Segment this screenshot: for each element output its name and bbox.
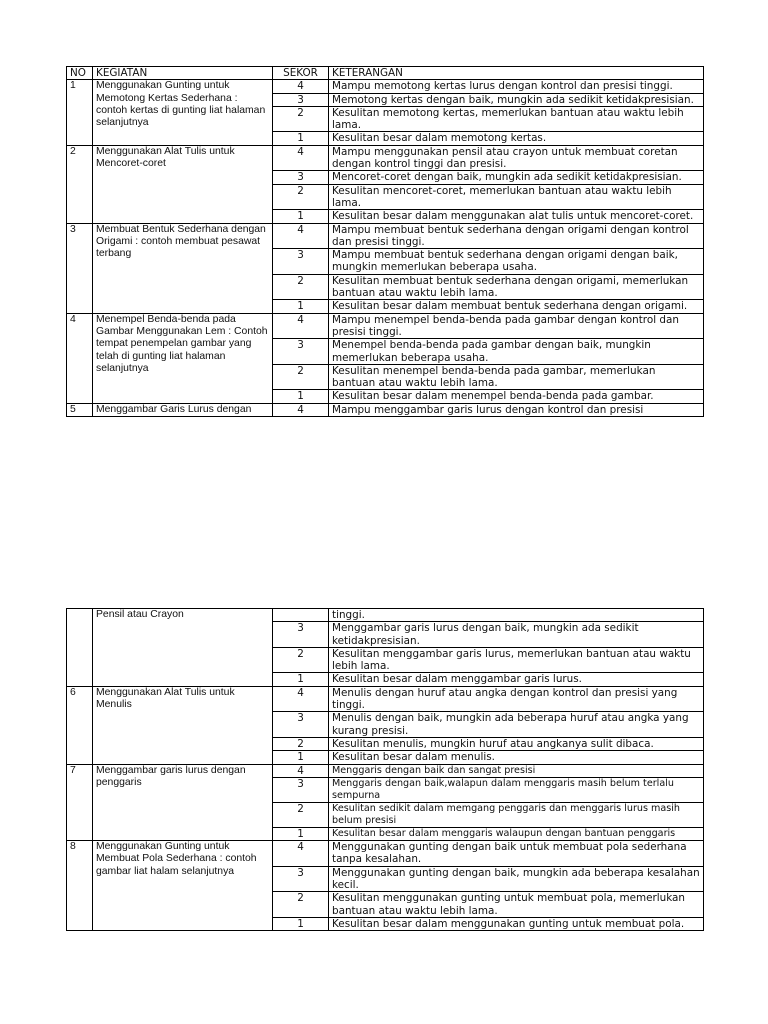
score-cell: 1	[273, 300, 329, 313]
description-cell: Kesulitan besar dalam menempel benda-benda pada gambar.	[329, 390, 704, 403]
description-cell: Kesulitan sedikit dalam memgang penggaris dan menggaris lurus masih belum presisi	[329, 802, 704, 827]
header-kegiatan: KEGIATAN	[93, 67, 273, 80]
table-row	[67, 609, 704, 622]
rubric-table-page-2	[66, 608, 704, 931]
activity-number: 7	[67, 764, 93, 841]
activity-name: Menggunakan Gunting untuk Memotong Kertas Sederhana : contoh kertas di gunting liat halaman selanjutnya	[93, 80, 273, 145]
score-cell: 2	[273, 106, 329, 132]
description-cell: Mampu menggambar garis lurus dengan kontrol dan presisi	[329, 403, 704, 416]
header-keterangan: KETERANGAN	[329, 67, 704, 80]
activity-number: 3	[67, 223, 93, 313]
score-cell: 1	[273, 827, 329, 840]
description-cell: Kesulitan menggambar garis lurus, memerlukan bantuan atau waktu lebih lama.	[329, 647, 704, 673]
activity-number: 5	[67, 403, 93, 416]
score-cell: 1	[273, 390, 329, 403]
score-cell: 2	[273, 274, 329, 300]
description-cell: Menggambar garis lurus dengan baik, mungkin ada sedikit ketidakpresisian.	[329, 622, 704, 648]
description-cell: Mampu menempel benda-benda pada gambar dengan kontrol dan presisi tinggi.	[329, 313, 704, 339]
description-cell: Kesulitan besar dalam menggaris walaupun dengan bantuan penggaris	[329, 827, 704, 840]
table-row	[67, 313, 704, 339]
score-cell: 1	[273, 673, 329, 686]
score-cell: 2	[273, 647, 329, 673]
description-cell: Menggaris dengan baik,walapun dalam menggaris masih belum terlalu sempurna	[329, 777, 704, 802]
description-cell: Mencoret-coret dengan baik, mungkin ada sedikit ketidakpresisian.	[329, 171, 704, 184]
description-cell: Kesulitan besar dalam membuat bentuk sederhana dengan origami.	[329, 300, 704, 313]
score-cell: 2	[273, 364, 329, 390]
activity-name: Menggunakan Gunting untuk Membuat Pola Sederhana : contoh gambar liat halam selanjutnya	[93, 841, 273, 931]
table-row	[67, 764, 704, 777]
activity-name: Menggunakan Alat Tulis untuk Mencoret-coret	[93, 145, 273, 223]
score-cell: 2	[273, 184, 329, 210]
score-cell: 4	[273, 80, 329, 93]
score-cell: 4	[273, 686, 329, 712]
description-cell: Menggaris dengan baik dan sangat presisi	[329, 764, 704, 777]
score-cell: 3	[273, 249, 329, 275]
header-sekor: SEKOR	[273, 67, 329, 80]
score-cell: 3	[273, 712, 329, 738]
activity-name: Menggambar Garis Lurus dengan	[93, 403, 273, 416]
description-cell: Kesulitan memotong kertas, memerlukan bantuan atau waktu lebih lama.	[329, 106, 704, 132]
description-cell: Kesulitan mencoret-coret, memerlukan bantuan atau waktu lebih lama.	[329, 184, 704, 210]
score-cell: 4	[273, 313, 329, 339]
activity-number: 4	[67, 313, 93, 403]
activity-name: Pensil atau Crayon	[93, 609, 273, 687]
activity-name: Menggunakan Alat Tulis untuk Menulis	[93, 686, 273, 764]
activity-name: Menggambar garis lurus dengan penggaris	[93, 764, 273, 841]
score-cell: 1	[273, 751, 329, 764]
description-cell: Kesulitan menggunakan gunting untuk membuat pola, memerlukan bantuan atau waktu lebih lama.	[329, 892, 704, 918]
table-row	[67, 403, 704, 416]
activity-name: Membuat Bentuk Sederhana dengan Origami : contoh membuat pesawat terbang	[93, 223, 273, 313]
score-cell: 3	[273, 622, 329, 648]
description-cell: Menulis dengan huruf atau angka dengan kontrol dan presisi yang tinggi.	[329, 686, 704, 712]
table-row	[67, 80, 704, 93]
score-cell: 3	[273, 777, 329, 802]
score-cell: 4	[273, 223, 329, 249]
activity-name: Menempel Benda-benda pada Gambar Menggunakan Lem : Contoh tempat penempelan gambar yang telah di gunting liat halaman selanjutnya	[93, 313, 273, 403]
score-cell: 3	[273, 866, 329, 892]
score-cell: 4	[273, 403, 329, 416]
description-cell: Kesulitan membuat bentuk sederhana dengan origami, memerlukan bantuan atau waktu lebih lama.	[329, 274, 704, 300]
description-cell: Menulis dengan baik, mungkin ada beberapa huruf atau angka yang kurang presisi.	[329, 712, 704, 738]
score-cell: 4	[273, 764, 329, 777]
description-cell: Kesulitan besar dalam menggambar garis lurus.	[329, 673, 704, 686]
activity-number: 8	[67, 841, 93, 931]
score-cell: 3	[273, 339, 329, 365]
description-cell: Mampu memotong kertas lurus dengan kontrol dan presisi tinggi.	[329, 80, 704, 93]
score-cell: 3	[273, 93, 329, 106]
score-cell: 4	[273, 145, 329, 171]
activity-number: 1	[67, 80, 93, 145]
description-cell: tinggi.	[329, 609, 704, 622]
header-row	[67, 67, 704, 80]
description-cell: Kesulitan menulis, mungkin huruf atau angkanya sulit dibaca.	[329, 737, 704, 750]
description-cell: Menempel benda-benda pada gambar dengan baik, mungkin memerlukan beberapa usaha.	[329, 339, 704, 365]
description-cell: Kesulitan besar dalam memotong kertas.	[329, 132, 704, 145]
activity-number: 6	[67, 686, 93, 764]
description-cell: Menggunakan gunting dengan baik, mungkin ada beberapa kesalahan kecil.	[329, 866, 704, 892]
description-cell: Kesulitan besar dalam menulis.	[329, 751, 704, 764]
activity-number	[67, 609, 93, 687]
score-cell	[273, 609, 329, 622]
score-cell: 1	[273, 917, 329, 930]
score-cell: 3	[273, 171, 329, 184]
description-cell: Memotong kertas dengan baik, mungkin ada sedikit ketidakpresisian.	[329, 93, 704, 106]
score-cell: 2	[273, 892, 329, 918]
score-cell: 4	[273, 841, 329, 867]
description-cell: Kesulitan besar dalam menggunakan gunting untuk membuat pola.	[329, 917, 704, 930]
activity-number: 2	[67, 145, 93, 223]
description-cell: Menggunakan gunting dengan baik untuk membuat pola sederhana tanpa kesalahan.	[329, 841, 704, 867]
table-row	[67, 223, 704, 249]
header-no: NO	[67, 67, 93, 80]
table-row	[67, 841, 704, 867]
description-cell: Mampu membuat bentuk sederhana dengan origami dengan kontrol dan presisi tinggi.	[329, 223, 704, 249]
description-cell: Kesulitan menempel benda-benda pada gambar, memerlukan bantuan atau waktu lebih lama.	[329, 364, 704, 390]
description-cell: Kesulitan besar dalam menggunakan alat tulis untuk mencoret-coret.	[329, 210, 704, 223]
description-cell: Mampu menggunakan pensil atau crayon untuk membuat coretan dengan kontrol tinggi dan presisi.	[329, 145, 704, 171]
score-cell: 1	[273, 210, 329, 223]
rubric-table-page-1	[66, 66, 704, 417]
score-cell: 2	[273, 737, 329, 750]
score-cell: 1	[273, 132, 329, 145]
description-cell: Mampu membuat bentuk sederhana dengan origami dengan baik, mungkin memerlukan beberapa usaha.	[329, 249, 704, 275]
table-row	[67, 145, 704, 171]
table-row	[67, 686, 704, 712]
score-cell: 2	[273, 802, 329, 827]
